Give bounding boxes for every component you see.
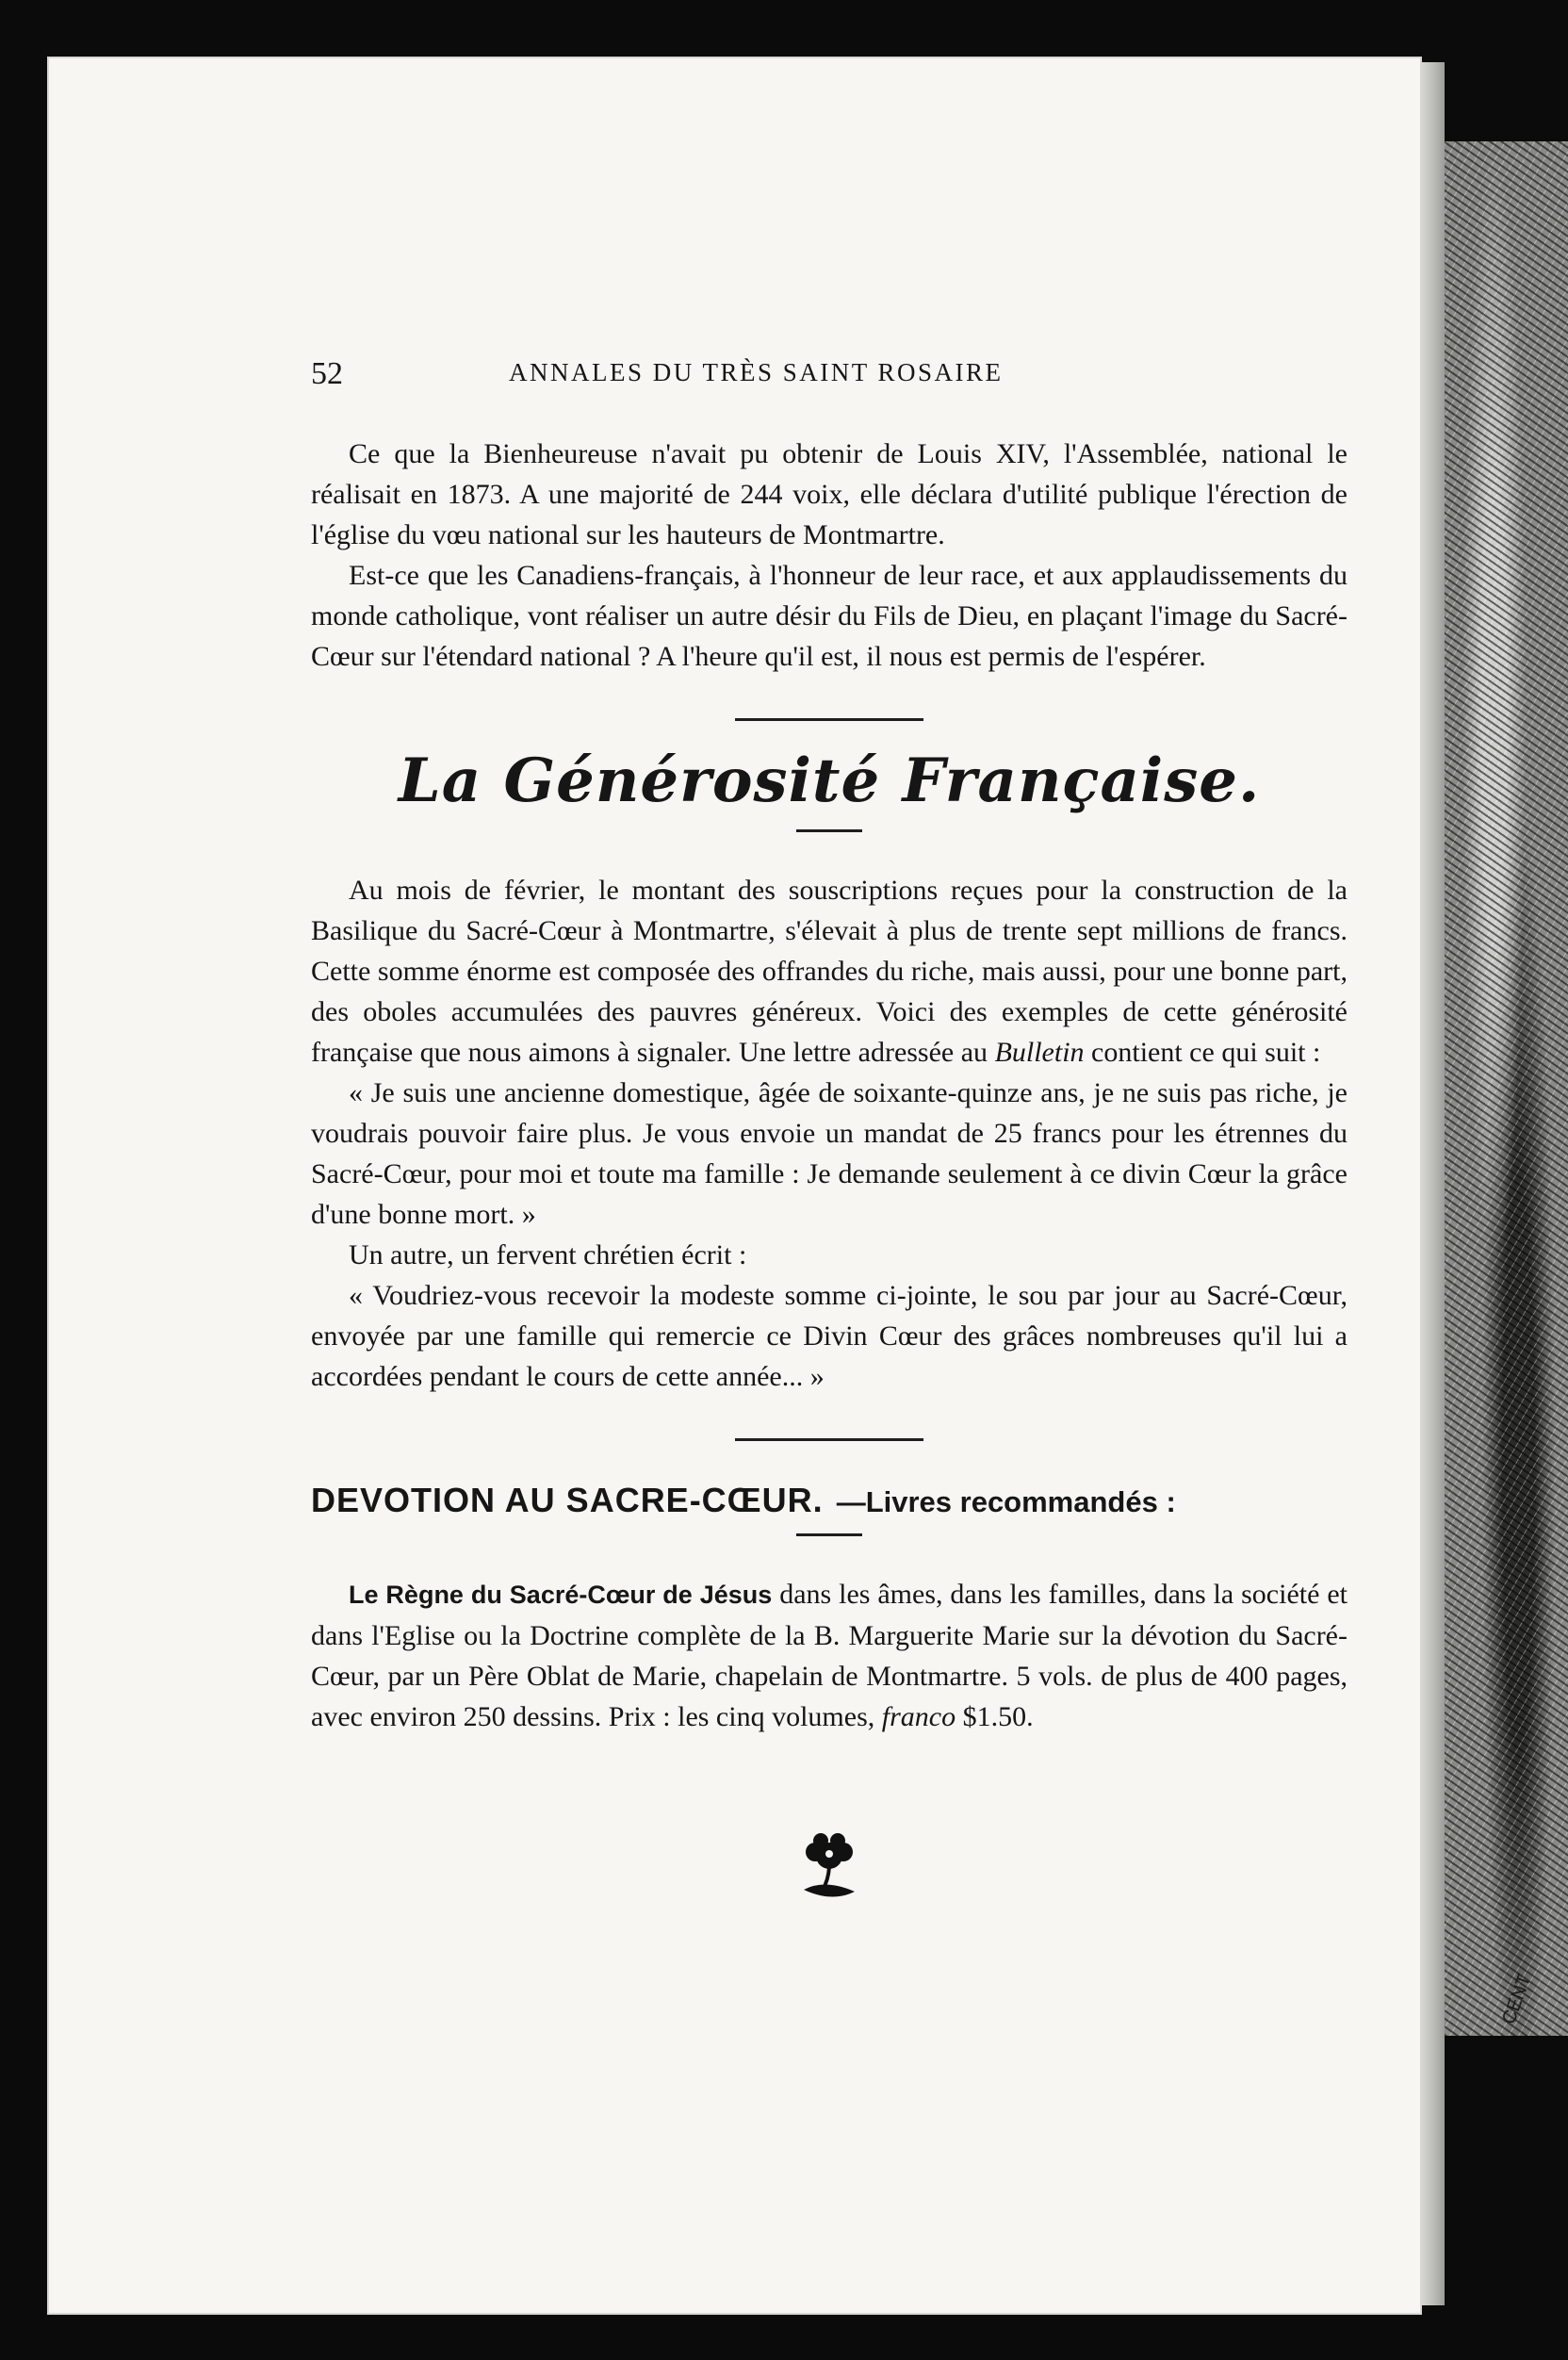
generosite-quote-1: « Je suis une ancienne domestique, âgée de soixante-quinze ans, je ne suis pas riche, je voudrais pouvoir faire plus. Je vous envoie un mandat de 25 francs pour les étrennes du Sacré-Cœur, pour moi et toute ma famille : Je demande seulement à ce divin Cœur la grâce d'une bonne mort. » bbox=[311, 1077, 1348, 1230]
intro-paragraph-1: Ce que la Bienheureuse n'avait pu obtenir de Louis XIV, l'Assemblée, national le réalisait en 1873. A une majorité de 244 voix, elle déclara d'utilité publique l'érection de l'église du vœu national sur les hauteurs de Montmartre. bbox=[311, 438, 1348, 550]
section-divider-2 bbox=[735, 1438, 923, 1441]
generosite-paragraph-1-text: Au mois de février, le montant des souscriptions reçues pour la construction de la Basilique du Sacré-Cœur à Montmartre, s'élevait à plus de trente sept millions de francs. Cette somme énorme est composée des offrandes du riche, mais aussi, pour une bonne part, des oboles accumulées des pauvres généreux. Voici des exemples de cette générosité française que nous aimons à signaler. Une lettre adressée au bbox=[311, 875, 1348, 1068]
adjacent-page-engraving bbox=[1445, 141, 1568, 2036]
section-divider bbox=[735, 718, 923, 721]
generosite-paragraph-1-tail: contient ce qui suit : bbox=[1091, 1037, 1321, 1068]
book-description: dans les âmes, dans les familles, dans la société et dans l'Eglise ou la Doctrine complète de la B. Marguerite Marie sur la dévotion du Sacré-Cœur, par un Père Oblat de Marie, chapelain de Montmartre. 5 vols. de plus de 400 pages, avec environ 250 dessins. Prix : les cinq volumes, bbox=[311, 1579, 1348, 1732]
book-title: Le Règne du Sacré-Cœur de Jésus bbox=[349, 1581, 773, 1609]
price-franco: franco bbox=[881, 1701, 956, 1732]
intro-paragraph-2: Est-ce que les Canadiens-français, à l'honneur de leur race, et aux applaudissements du monde catholique, vont réaliser un autre désir du Fils de Dieu, en plaçant l'image du Sacré-Cœur sur l'étendard national ? A l'heure qu'il est, il nous est permis de l'espérer. bbox=[311, 560, 1348, 672]
price: $1.50. bbox=[962, 1701, 1034, 1732]
heading-underline bbox=[796, 829, 862, 832]
book-recommendation bbox=[311, 1574, 1348, 1737]
generosite-paragraph-1 bbox=[311, 870, 1348, 1073]
devotion-heading-sub: —Livres recommandés : bbox=[836, 1485, 1176, 1518]
devotion-heading-main: DEVOTION AU SACRE-CŒUR. bbox=[311, 1481, 824, 1519]
running-head bbox=[311, 339, 1348, 396]
page-edge bbox=[1420, 62, 1445, 2305]
flower-ornament-icon bbox=[787, 1831, 872, 1907]
section-heading-devotion bbox=[311, 1481, 1348, 1520]
generosite-paragraph-2: Un autre, un fervent chrétien écrit : bbox=[349, 1239, 747, 1270]
devotion-underline bbox=[796, 1533, 862, 1536]
generosite-quote-2: « Voudriez-vous recevoir la modeste somme ci-jointe, le sou par jour au Sacré-Cœur, envoyée par une famille qui remercie ce Divin Cœur des grâces nombreuses qu'il lui a accordées pendant le cours de cette année... » bbox=[311, 1280, 1348, 1392]
bulletin-title: Bulletin bbox=[994, 1037, 1085, 1068]
page-content bbox=[311, 339, 1348, 1907]
page-number: 52 bbox=[311, 356, 343, 391]
engraving-label: CENT bbox=[1498, 1971, 1536, 2027]
running-title: ANNALES DU TRÈS SAINT ROSAIRE bbox=[509, 358, 1004, 386]
section-heading-generosite: La Générosité Française. bbox=[398, 746, 1261, 816]
